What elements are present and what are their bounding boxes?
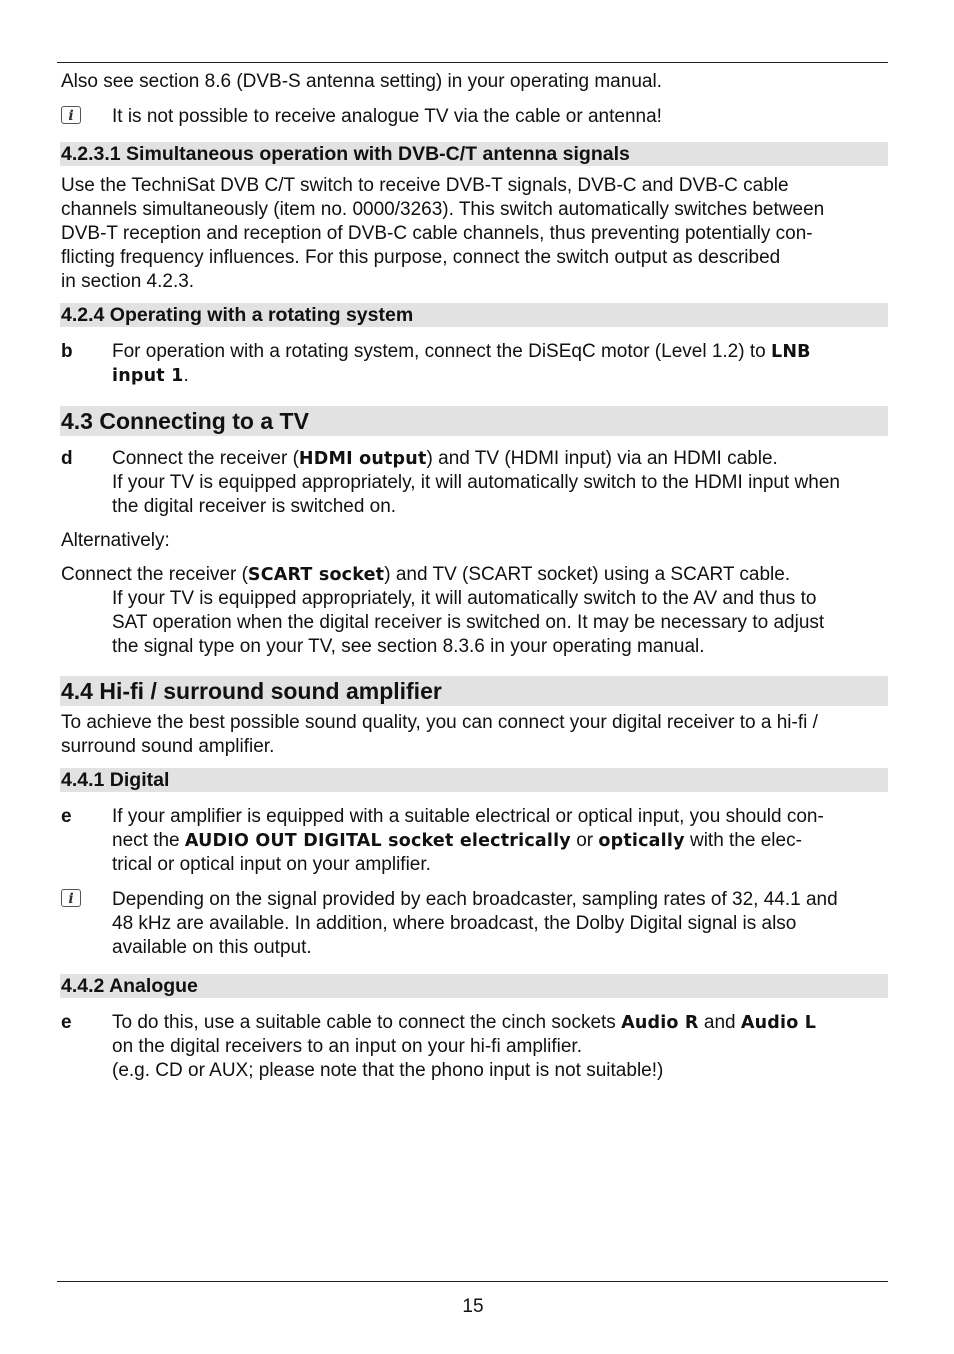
step-marker: e	[61, 1012, 72, 1033]
paragraph-line: Use the TechniSat DVB C/T switch to receive DVB-T signals, DVB-C and DVB-C cable	[61, 175, 789, 196]
paragraph-line: flicting frequency influences. For this purpose, connect the switch output as described	[61, 247, 781, 268]
info-note-2	[61, 888, 888, 960]
paragraph-line: SAT operation when the digital receiver is switched on. It may be necessary to adjust	[112, 612, 825, 633]
header-rule	[57, 62, 888, 63]
paragraph-line: the signal type on your TV, see section 8.3.6 in your operating manual.	[112, 636, 705, 657]
step-d: d Connect the receiver (HDMI output) and TV (HDMI input) via an HDMI cable. If your TV is equipped appropriately, it will automatically switch to the HDMI input when the digital receiver is switched on.	[61, 448, 840, 517]
step-marker: e	[61, 806, 72, 827]
paragraph-4-4	[61, 711, 888, 759]
info-note-icon: i	[61, 106, 81, 124]
heading-4-4: 4.4 Hi-fi / surround sound amplifier	[60, 676, 888, 706]
page-content	[61, 70, 888, 1083]
scart-paragraph: Connect the receiver (SCART socket) and TV (SCART socket) using a SCART cable. If your TV is equipped appropriately, it will automatically switch to the AV and thus to SAT operation when the digital receiver is switched on. It may be necessary to adjust the signal type on your TV, see section 8.3.6 in your operating manual.	[61, 563, 888, 659]
info-note-1	[61, 105, 888, 129]
step-e-analogue: e To do this, use a suitable cable to connect the cinch sockets Audio R and Audio L on the digital receivers to an input on your hi-fi amplifier. (e.g. CD or AUX; please note that the phono input is not suitable!)	[61, 1012, 817, 1081]
optically-keyword: optically	[598, 831, 685, 851]
step-marker: d	[61, 448, 73, 469]
footer-rule	[57, 1281, 888, 1282]
heading-4-4-1: 4.4.1 Digital	[60, 768, 888, 792]
step-marker: b	[61, 341, 73, 362]
paragraph-line: Depending on the signal provided by each broadcaster, sampling rates of 32, 44.1 and	[112, 889, 838, 910]
alternatively-text: Alternatively:	[61, 530, 170, 551]
heading-4-4-2: 4.4.2 Analogue	[60, 974, 888, 998]
page-number: 15	[462, 1296, 484, 1317]
paragraph-line: If your TV is equipped appropriately, it will automatically switch to the AV and thus to	[112, 588, 817, 609]
paragraph-line: DVB-T reception and reception of DVB-C cable channels, thus preventing potentially con-	[61, 223, 813, 244]
paragraph-line: available on this output.	[112, 937, 312, 958]
paragraph-line: in section 4.2.3.	[61, 271, 195, 292]
info-note-icon: i	[61, 889, 81, 907]
heading-4-3: 4.3 Connecting to a TV	[60, 406, 888, 436]
audio-l-keyword: Audio L	[740, 1013, 817, 1033]
paragraph-line: 48 kHz are available. In addition, where broadcast, the Dolby Digital signal is also	[112, 913, 797, 934]
step-e-digital: e If your amplifier is equipped with a suitable electrical or optical input, you should con- nect the AUDIO OUT DIGITAL socket electrically or optically with the elec- trical or optical input on your amplifier.	[61, 806, 824, 875]
step-b: b For operation with a rotating system, connect the DiSEqC motor (Level 1.2) to LNB input 1.	[61, 341, 811, 386]
paragraph-line: To achieve the best possible sound quality, you can connect your digital receiver to a hi-fi /	[61, 712, 818, 733]
scart-socket-keyword: SCART socket	[247, 565, 385, 585]
input1-keyword: input 1	[112, 366, 184, 386]
heading-4-2-4: 4.2.4 Operating with a rotating system	[60, 303, 888, 327]
lnb-keyword: LNB	[770, 342, 811, 362]
heading-4-2-3-1: 4.2.3.1 Simultaneous operation with DVB-C/T antenna signals	[60, 142, 888, 166]
paragraph-line: channels simultaneously (item no. 0000/3263). This switch automatically switches between	[61, 199, 825, 220]
paragraph-4-2-3-1	[61, 174, 888, 294]
paragraph-line: surround sound amplifier.	[61, 736, 275, 757]
audio-r-keyword: Audio R	[621, 1013, 699, 1033]
audio-out-digital-keyword: AUDIO OUT DIGITAL socket electrically	[184, 831, 571, 851]
info-note-text: It is not possible to receive analogue TV via the cable or antenna!	[112, 106, 662, 127]
top-note: Also see section 8.6 (DVB-S antenna setting) in your operating manual.	[61, 71, 662, 92]
hdmi-output-keyword: HDMI output	[298, 449, 427, 469]
